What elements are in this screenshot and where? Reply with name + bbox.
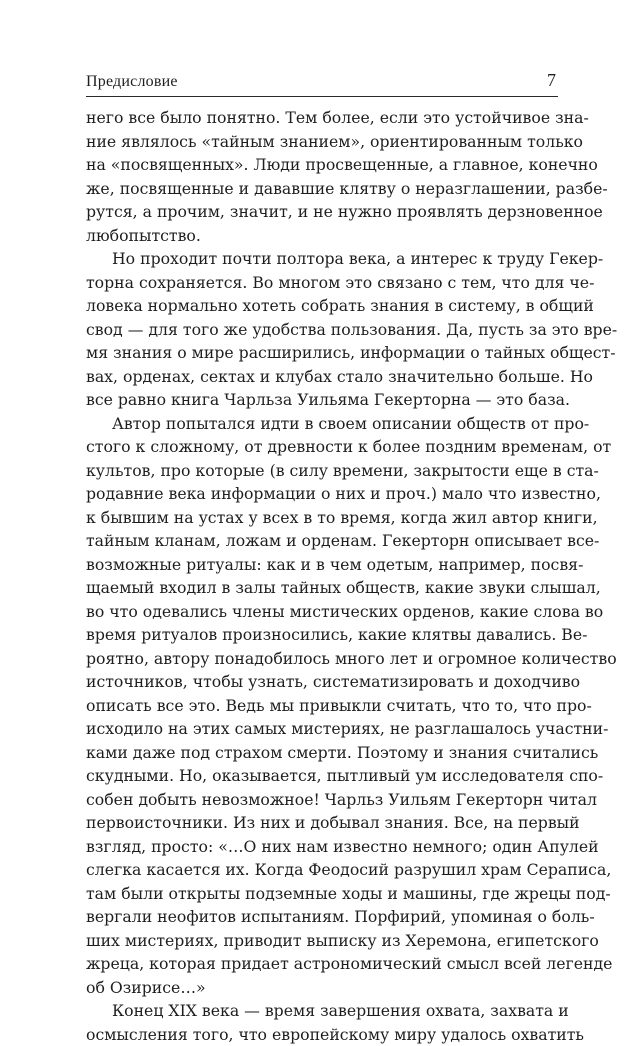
- text-line: все равно книга Чарльза Уильяма Гекерторна — это база.: [86, 388, 556, 412]
- page-number: 7: [547, 70, 556, 91]
- body-text: [86, 106, 556, 1046]
- text-line: родавние века информации о них и проч.) мало что известно,: [86, 482, 556, 506]
- text-line: культов, про которые (в силу времени, закрытости еще в ста-: [86, 459, 556, 483]
- text-line: свод — для того же удобства пользования. Да, пусть за это вре-: [86, 318, 556, 342]
- text-line: ловека нормально хотеть собрать знания в систему, в общий: [86, 294, 556, 318]
- header-rule: [86, 96, 558, 97]
- text-line: тайным кланам, ложам и орденам. Гекерторн описывает все-: [86, 529, 556, 553]
- paragraph: [86, 412, 556, 1000]
- section-title: Предисловие: [86, 73, 178, 91]
- text-line: там были открыты подземные ходы и машины, где жрецы под-: [86, 882, 556, 906]
- paragraph: [86, 106, 556, 247]
- text-line: вах, орденах, сектах и клубах стало значительно больше. Но: [86, 365, 556, 389]
- text-line: скудными. Но, оказывается, пытливый ум исследователя спо-: [86, 764, 556, 788]
- text-line: исходило на этих самых мистериях, не разглашалось участни-: [86, 717, 556, 741]
- text-line: источников, чтобы узнать, систематизировать и доходчиво: [86, 670, 556, 694]
- text-line: первоисточники. Из них и добывал знания. Все, на первый: [86, 811, 556, 835]
- text-line: жреца, которая придает астрономический смысл всей легенде: [86, 952, 556, 976]
- text-line: ками даже под страхом смерти. Поэтому и знания считались: [86, 741, 556, 765]
- text-line: любопытство.: [86, 224, 556, 248]
- text-line: роятно, автору понадобилось много лет и огромное количество: [86, 647, 556, 671]
- text-line: время ритуалов произносились, какие клятвы давались. Ве-: [86, 623, 556, 647]
- text-line: осмысления того, что европейскому миру удалось охватить: [86, 1023, 556, 1046]
- text-line: Конец XIX века — время завершения охвата, захвата и: [86, 999, 556, 1023]
- text-line: возможные ритуалы: как и в чем одетым, например, посвя-: [86, 553, 556, 577]
- text-line: вергали неофитов испытаниям. Порфирий, упоминая о боль-: [86, 905, 556, 929]
- text-line: об Озирисе…»: [86, 976, 556, 1000]
- running-header: [86, 73, 558, 97]
- paragraph: [86, 247, 556, 412]
- text-line: ших мистериях, приводит выписку из Херемона, египетского: [86, 929, 556, 953]
- text-line: слегка касается их. Когда Феодосий разрушил храм Сераписа,: [86, 858, 556, 882]
- text-line: стого к сложному, от древности к более поздним временам, от: [86, 435, 556, 459]
- text-line: к бывшим на устах у всех в то время, когда жил автор книги,: [86, 506, 556, 530]
- text-line: мя знания о мире расширились, информации о тайных общест-: [86, 341, 556, 365]
- text-line: же, посвященные и дававшие клятву о неразглашении, разбе-: [86, 177, 556, 201]
- text-line: Но проходит почти полтора века, а интерес к труду Гекер-: [86, 247, 556, 271]
- text-line: во что одевались члены мистических орденов, какие слова во: [86, 600, 556, 624]
- text-line: торна сохраняется. Во многом это связано с тем, что для че-: [86, 271, 556, 295]
- text-line: него все было понятно. Тем более, если это устойчивое зна-: [86, 106, 556, 130]
- text-line: ние являлось «тайным знанием», ориентированным только: [86, 130, 556, 154]
- text-line: описать все это. Ведь мы привыкли считать, что то, что про-: [86, 694, 556, 718]
- text-line: на «посвященных». Люди просвещенные, а главное, конечно: [86, 153, 556, 177]
- text-line: взгляд, просто: «…О них нам известно немного; один Апулей: [86, 835, 556, 859]
- text-line: рутся, а прочим, значит, и не нужно проявлять дерзновенное: [86, 200, 556, 224]
- paragraph: [86, 999, 556, 1046]
- text-line: щаемый входил в залы тайных обществ, какие звуки слышал,: [86, 576, 556, 600]
- text-line: Автор попытался идти в своем описании обществ от про-: [86, 412, 556, 436]
- text-line: собен добыть невозможное! Чарльз Уильям Гекерторн читал: [86, 788, 556, 812]
